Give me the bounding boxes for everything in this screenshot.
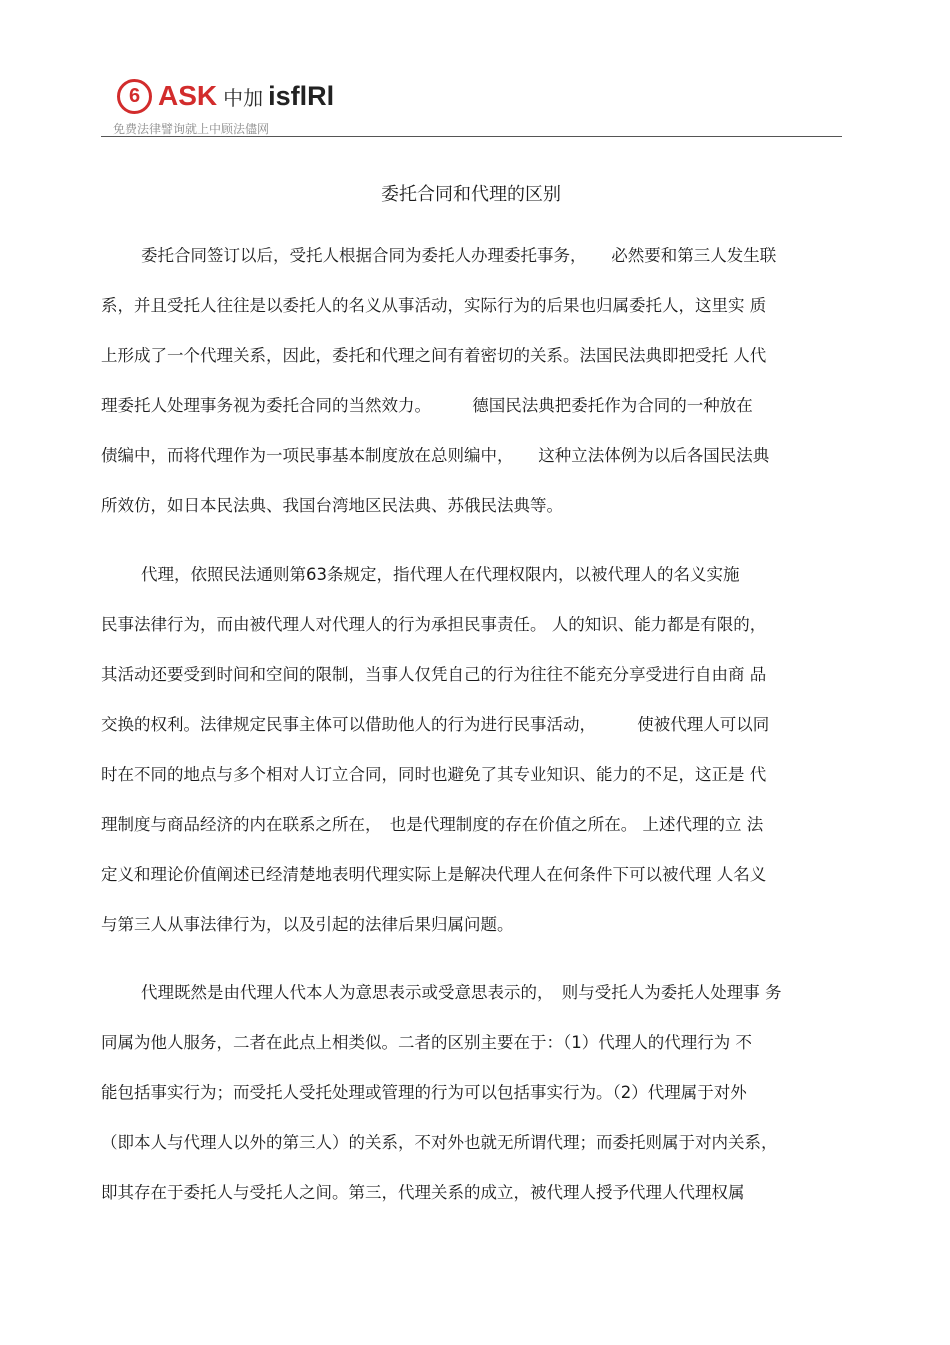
paragraph-line: 代理，依照民法通则第63条规定，指代理人在代理权限内，以被代理人的名义实施 bbox=[141, 565, 740, 584]
site-tagline: 免费法律譬询就上中顾法儘网 bbox=[113, 122, 270, 136]
header-divider bbox=[101, 136, 842, 137]
logo-chinese-text: 中加 bbox=[223, 85, 264, 110]
paragraph-line: 其活动还要受到时间和空间的限制，当事人仅凭自己的行为往往不能充分享受进行自由商 品 bbox=[101, 665, 767, 684]
paragraph-line: 即其存在于委托人与受托人之间。第三，代理关系的成立，被代理人授予代理人代理权属 bbox=[101, 1183, 745, 1202]
paragraph-3 bbox=[101, 968, 843, 1218]
paragraph-1 bbox=[101, 231, 843, 531]
paragraph-line: 与第三人从事法律行为，以及引起的法律后果归属问题。 bbox=[101, 915, 514, 934]
logo-latin-text: isflRl bbox=[268, 80, 335, 111]
paragraph-line: 所效仿，如日本民法典、我国台湾地区民法典、苏俄民法典等。 bbox=[101, 496, 563, 515]
paragraph-line: 理委托人处理事务视为委托合同的当然效力。 德国民法典把委托作为合同的一种放在 bbox=[101, 396, 753, 415]
paragraph-2 bbox=[101, 550, 843, 950]
paragraph-line: （即本人与代理人以外的第三人）的关系，不对外也就无所谓代理；而委托则属于对内关系， bbox=[101, 1133, 778, 1152]
paragraph-line: 能包括事实行为；而受托人受托处理或管理的行为可以包括事实行为。（2）代理属于对外 bbox=[101, 1083, 747, 1102]
site-logo[interactable] bbox=[117, 78, 334, 114]
logo-ask-text: ASK bbox=[158, 80, 218, 111]
paragraph-line: 同属为他人服务，二者在此点上相类似。二者的区别主要在于：（1）代理人的代理行为 不 bbox=[101, 1033, 752, 1052]
document-title: 委托合同和代理的区别 bbox=[381, 184, 561, 205]
paragraph-line: 债编中，而将代理作为一项民事基本制度放在总则编中， 这种立法体例为以后各国民法典 bbox=[101, 446, 770, 465]
paragraph-line: 交换的权利。法律规定民事主体可以借助他人的行为进行民事活动， 使被代理人可以同 bbox=[101, 715, 770, 734]
paragraph-line: 系，并且受托人往往是以委托人的名义从事活动，实际行为的后果也归属委托人，这里实 质 bbox=[101, 296, 767, 315]
paragraph-line: 理制度与商品经济的内在联系之所在， 也是代理制度的存在价值之所在。 上述代理的立 法 bbox=[101, 815, 764, 834]
paragraph-line: 代理既然是由代理人代本人为意思表示或受意思表示的， 则与受托人为委托人处理事 务 bbox=[141, 983, 782, 1002]
paragraph-line: 民事法律行为，而由被代理人对代理人的行为承担民事责任。 人的知识、能力都是有限的， bbox=[101, 615, 767, 634]
paragraph-line: 委托合同签订以后，受托人根据合同为委托人办理委托事务， 必然要和第三人发生联 bbox=[141, 246, 777, 265]
logo-number-badge: 6 bbox=[117, 79, 152, 114]
paragraph-line: 时在不同的地点与多个相对人订立合同，同时也避免了其专业知识、能力的不足，这正是 代 bbox=[101, 765, 767, 784]
paragraph-line: 定义和理论价值阐述已经清楚地表明代理实际上是解决代理人在何条件下可以被代理 人名义 bbox=[101, 865, 767, 884]
paragraph-line: 上形成了一个代理关系，因此，委托和代理之间有着密切的关系。法国民法典即把受托 人代 bbox=[101, 346, 767, 365]
